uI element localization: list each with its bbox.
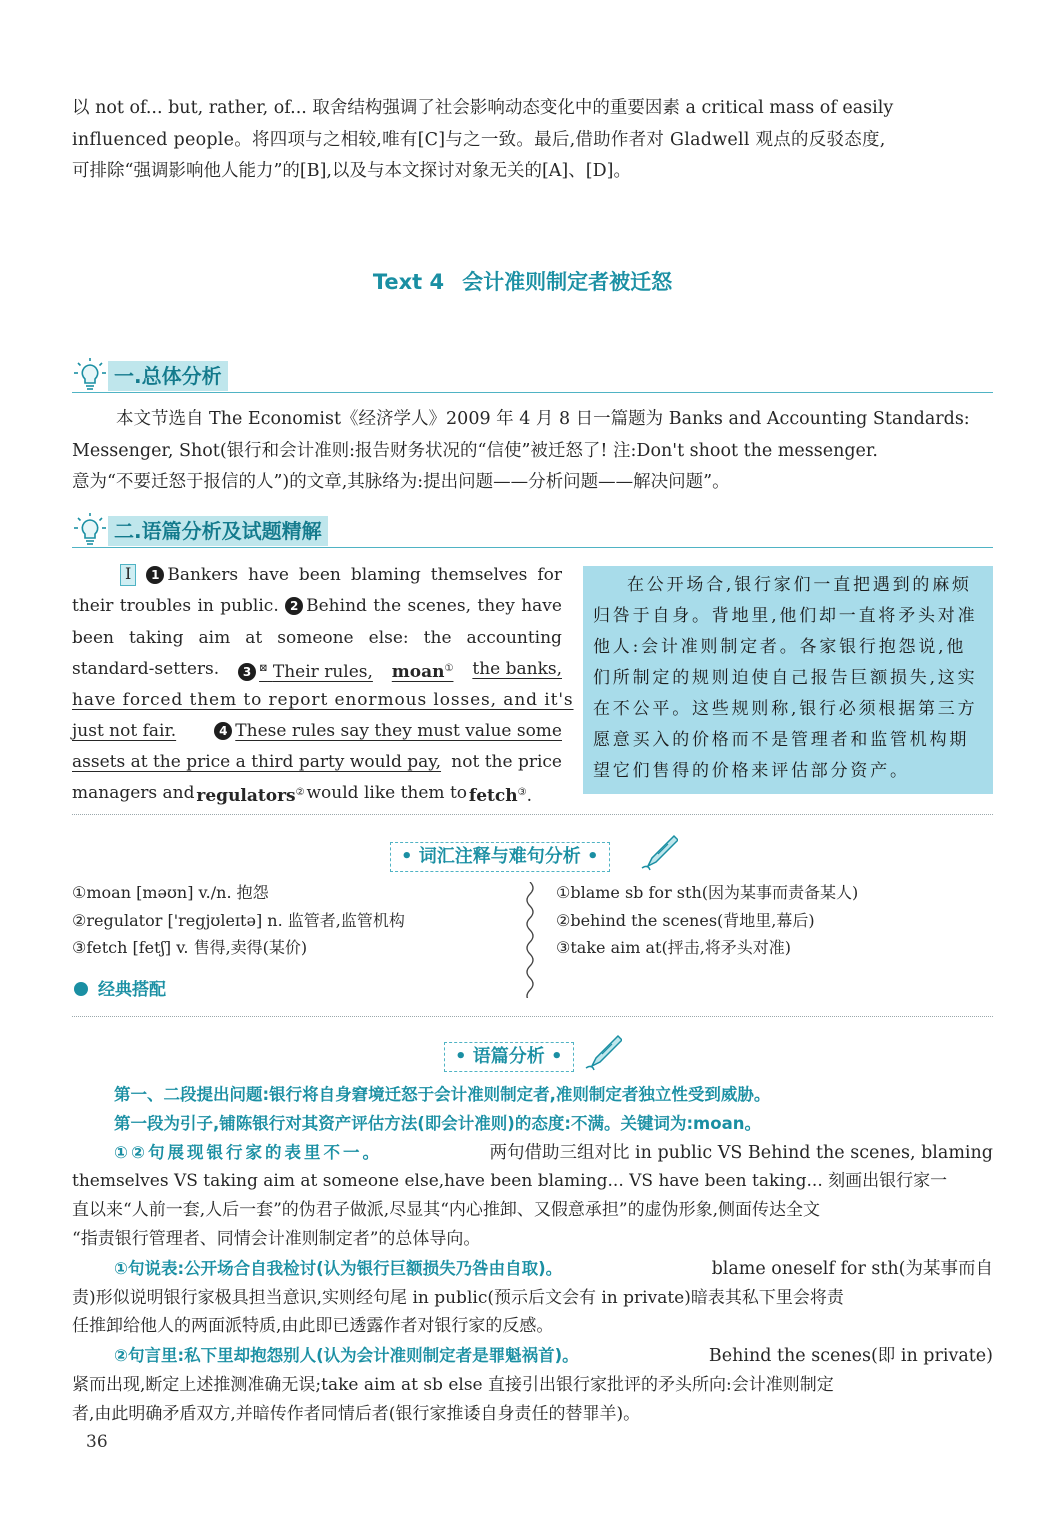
top-para-line-3: 可排除“强调影响他人能力”的[B],以及与本文探讨对象无关的[A]、[D]。 <box>72 161 631 181</box>
translation-line-5: 在不公平。这些规则称,银行必须根据第三方 <box>593 699 978 719</box>
word: someone <box>277 628 354 648</box>
word: else: <box>368 628 409 648</box>
para-marker: I <box>120 564 136 586</box>
analysis-line-3 <box>114 1142 993 1164</box>
analysis-line-4: themselves VS taking aim at someone else,have been blaming... VS have been taking... 刻画出银行家一 <box>72 1171 948 1191</box>
sentence-num-2: 2 Behind <box>285 595 367 617</box>
word: troubles <box>119 596 192 616</box>
word-moan: moan① <box>391 662 454 682</box>
sentence-num-3: 3 ⊠ Their rules, <box>238 658 373 683</box>
word: have <box>521 596 562 616</box>
lightbulb-icon <box>72 357 108 393</box>
word: in <box>197 596 214 616</box>
english-line-4 <box>72 658 562 683</box>
vocab-right-2: ②behind the scenes(背地里,幕后) <box>556 911 815 930</box>
word: themselves <box>430 565 528 585</box>
word: would like them to <box>306 783 468 803</box>
section-1-line-3: 意为“不要迁怒于报信的人”)的文章,其脉络为:提出问题——分析问题——解决问题”。 <box>72 472 730 492</box>
sentence-num-1: 1 Bankers <box>146 564 238 586</box>
bullet-dot <box>74 982 88 996</box>
analysis-line-9: 任推卸给他人的两面派特质,由此即已透露作者对银行家的反感。 <box>72 1316 554 1336</box>
analysis-line-8: 责)形似说明银行家极具担当意识,实则经句尾 in public(预示后文会有 in private)暗表其私下里会将责 <box>72 1288 844 1308</box>
collocation-label-text: 经典搭配 <box>98 980 166 1000</box>
translation-line-2: 归咎于自身。背地里,他们却一直将矛头对准 <box>593 606 978 626</box>
translation-line-3: 他人:会计准则制定者。各家银行抱怨说,他 <box>593 637 967 657</box>
english-line-5 <box>72 689 574 711</box>
title-text-no: Text 4 <box>372 270 445 294</box>
word: standard-setters. <box>72 659 220 679</box>
word: been <box>72 628 114 648</box>
word: taking <box>128 628 184 648</box>
analysis-line-5: 直以来“人前一套,人后一套”的伪君子做派,尽显其“内心推卸、又假意承担”的虚伪形象,侧面传达全文 <box>72 1200 820 1220</box>
english-line-2 <box>72 595 562 617</box>
analysis-heading-text: 语篇分析 <box>472 1046 545 1067</box>
translation-line-1: 在公开场合,银行家们一直把遇到的麻烦 <box>627 575 972 595</box>
top-para-line-1: 以 not of... but, rather, of... 取舍结构强调了社会影响动态变化中的重要因素 a critical mass of easily <box>72 98 894 118</box>
analysis-text: blame oneself for sth(为某事而自 <box>711 1259 993 1279</box>
page-title <box>0 266 1045 296</box>
english-line-7 <box>72 751 562 773</box>
translation-line-7: 望它们售得的价格来评估部分资产。 <box>593 761 910 781</box>
analysis-line-11: 紧而出现,断定上述推测准确无误;take aim at sb else 直接引出银行家批评的矛头所向:会计准则制定 <box>72 1375 834 1395</box>
translation-line-4: 们所制定的规则迫使自己报告巨额损失,这实 <box>593 668 978 688</box>
english-line-6 <box>72 720 562 742</box>
page-number: 36 <box>86 1432 108 1452</box>
analysis-highlight: ①②句展现银行家的表里不一。 <box>114 1143 382 1162</box>
analysis-line-1: 第一、二段提出问题:银行将自身窘境迁怒于会计准则制定者,准则制定者独立性受到威胁。 <box>114 1085 771 1104</box>
vocab-left-2: ②regulator ['regjʊleɪtə] n. 监管者,监管机构 <box>72 911 405 930</box>
pen-nib-icon <box>582 1034 622 1072</box>
word: they <box>477 596 515 616</box>
vocab-right-1: ①blame sb for sth(因为某事而责备某人) <box>556 883 859 902</box>
collocation-label <box>74 975 166 1000</box>
analysis-line-10 <box>114 1345 993 1367</box>
divider <box>72 1016 993 1017</box>
word: assets at the price a third party would pay, <box>72 752 442 772</box>
analysis-heading: • 语篇分析 • <box>444 1042 574 1072</box>
analysis-text: 两句借助三组对比 in public VS Behind the scenes, blaming <box>489 1143 993 1163</box>
word: for <box>537 565 562 585</box>
word: been <box>298 565 341 585</box>
analysis-text: Behind the scenes(即 in private) <box>708 1346 993 1366</box>
word-fetch: fetch③. <box>468 786 532 806</box>
word: aim <box>198 628 231 648</box>
analysis-highlight: ②句言里:私下里却抱怨别人(认为会计准则制定者是罪魁祸首)。 <box>114 1346 579 1365</box>
word: at <box>245 628 263 648</box>
section-2-heading <box>72 512 993 548</box>
vocab-left-1: ①moan [məʊn] v./n. 抱怨 <box>72 883 269 902</box>
word: not the price <box>451 752 562 772</box>
analysis-line-6: “指责银行管理者、同情会计准则制定者”的总体导向。 <box>72 1229 481 1249</box>
word: accounting <box>466 628 562 648</box>
english-line-1 <box>120 564 562 586</box>
english-line-8 <box>72 782 532 807</box>
english-line-3 <box>72 627 562 649</box>
analysis-line-12: 者,由此明确矛盾双方,并暗传作者同情后者(银行家推诿自身责任的替罪羊)。 <box>72 1404 641 1424</box>
vocab-heading: • 词汇注释与难句分析 • <box>390 842 610 872</box>
word: the banks, <box>472 659 562 679</box>
section-1-line-2: Messenger, Shot(银行和会计准则:报告财务状况的“信使”被迁怒了! 注:Don't shoot the messenger. <box>72 441 878 461</box>
title-text: 会计准则制定者被迁怒 <box>462 270 673 294</box>
analysis-line-7 <box>114 1258 993 1280</box>
section-1-label: 一.总体分析 <box>108 361 228 391</box>
word: have forced them to report enormous losses, and it's <box>72 690 574 710</box>
section-1-heading <box>72 357 993 393</box>
analysis-highlight: ①句说表:公开场合自我检讨(认为银行巨额损失乃咎由自取)。 <box>114 1259 563 1278</box>
analysis-line-2: 第一段为引子,铺陈银行对其资产评估方法(即会计准则)的态度:不满。关键词为:moan。 <box>114 1114 761 1133</box>
word: scenes, <box>407 596 471 616</box>
word: managers and <box>72 783 195 803</box>
top-para-line-2: influenced people。将四项与之相较,唯有[C]与之一致。最后,借助作者对 Gladwell 观点的反驳态度, <box>72 130 886 150</box>
pen-nib-icon <box>638 834 678 872</box>
vocab-right-3: ③take aim at(抨击,将矛头对准) <box>556 938 792 957</box>
lightbulb-icon <box>72 512 108 548</box>
word: the <box>373 596 402 616</box>
word: public. <box>220 596 279 616</box>
divider <box>72 814 993 815</box>
translation-line-6: 愿意买入的价格而不是管理者和监管机构期 <box>593 730 970 750</box>
word: their <box>72 596 114 616</box>
word: the <box>423 628 452 648</box>
word-regulators: regulators② <box>196 786 305 806</box>
translation-box <box>583 566 993 794</box>
section-1-line-1: 本文节选自 The Economist《经济学人》2009 年 4 月 8 日一篇题为 Banks and Accounting Standards: <box>116 409 970 429</box>
vocab-heading-text: 词汇注释与难句分析 <box>418 846 581 867</box>
section-2-label: 二.语篇分析及试题精解 <box>108 516 328 546</box>
word: have <box>248 565 289 585</box>
vocab-left-3: ③fetch [fetʃ] v. 售得,卖得(某价) <box>72 938 308 957</box>
word: blaming <box>350 565 421 585</box>
sentence-num-4: 4 These rules say they must value some <box>214 720 562 742</box>
word: just not fair. <box>72 721 177 741</box>
wavy-divider <box>522 882 538 998</box>
